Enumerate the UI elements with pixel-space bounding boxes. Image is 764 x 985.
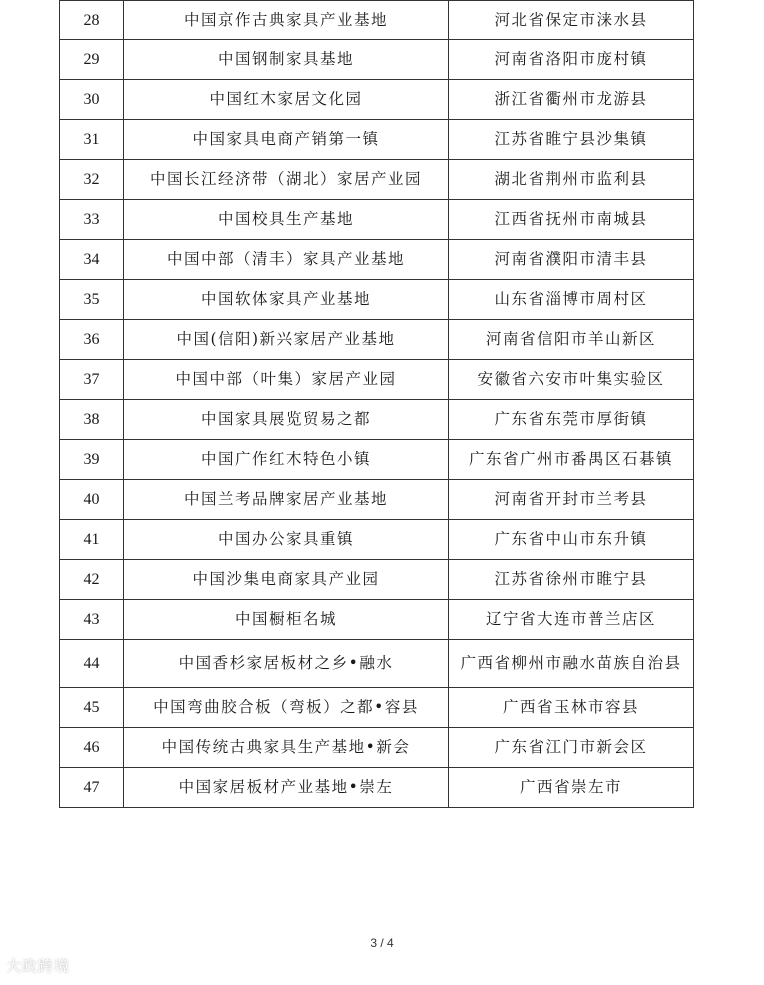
table-row: [60, 160, 694, 200]
base-location: 河南省洛阳市庞村镇: [449, 40, 694, 80]
base-location: 江西省抚州市南城县: [449, 200, 694, 240]
table-row: [60, 280, 694, 320]
row-number: 41: [60, 520, 124, 560]
base-name: 中国长江经济带（湖北）家居产业园: [124, 160, 449, 200]
furniture-base-table: [59, 0, 694, 808]
table-row: [60, 440, 694, 480]
table-row: [60, 688, 694, 728]
base-location: 广西省崇左市: [449, 768, 694, 808]
base-name: 中国红木家居文化园: [124, 80, 449, 120]
base-location: 湖北省荆州市监利县: [449, 160, 694, 200]
base-name: 中国家居板材产业基地•崇左: [124, 768, 449, 808]
row-number: 47: [60, 768, 124, 808]
row-number: 33: [60, 200, 124, 240]
page-number: 3 / 4: [370, 936, 394, 950]
base-name: 中国钢制家具基地: [124, 40, 449, 80]
base-name: 中国软体家具产业基地: [124, 280, 449, 320]
base-name: 中国京作古典家具产业基地: [124, 1, 449, 40]
row-number: 35: [60, 280, 124, 320]
row-number: 32: [60, 160, 124, 200]
base-name: 中国校具生产基地: [124, 200, 449, 240]
base-location: 广西省柳州市融水苗族自治县: [449, 640, 694, 688]
table-row: [60, 40, 694, 80]
row-number: 42: [60, 560, 124, 600]
base-location: 辽宁省大连市普兰店区: [449, 600, 694, 640]
table-row: [60, 520, 694, 560]
row-number: 34: [60, 240, 124, 280]
table-row: [60, 640, 694, 688]
base-name: 中国家具展览贸易之都: [124, 400, 449, 440]
base-location: 广东省江门市新会区: [449, 728, 694, 768]
base-name: 中国广作红木特色小镇: [124, 440, 449, 480]
table-body: [60, 1, 694, 808]
base-name: 中国中部（叶集）家居产业园: [124, 360, 449, 400]
table-row: [60, 560, 694, 600]
row-number: 37: [60, 360, 124, 400]
base-location: 河北省保定市涞水县: [449, 1, 694, 40]
row-number: 39: [60, 440, 124, 480]
table-row: [60, 768, 694, 808]
table-row: [60, 200, 694, 240]
base-location: 广东省中山市东升镇: [449, 520, 694, 560]
row-number: 31: [60, 120, 124, 160]
table-row: [60, 400, 694, 440]
watermark: 大政跨境: [6, 958, 71, 975]
row-number: 29: [60, 40, 124, 80]
base-location: 广西省玉林市容县: [449, 688, 694, 728]
table-row: [60, 320, 694, 360]
base-name: 中国家具电商产销第一镇: [124, 120, 449, 160]
row-number: 36: [60, 320, 124, 360]
base-location: 河南省开封市兰考县: [449, 480, 694, 520]
base-location: 山东省淄博市周村区: [449, 280, 694, 320]
base-location: 江苏省徐州市睢宁县: [449, 560, 694, 600]
table-row: [60, 120, 694, 160]
base-name: 中国中部（清丰）家具产业基地: [124, 240, 449, 280]
base-name: 中国(信阳)新兴家居产业基地: [124, 320, 449, 360]
table-row: [60, 80, 694, 120]
base-location: 河南省信阳市羊山新区: [449, 320, 694, 360]
row-number: 40: [60, 480, 124, 520]
base-name: 中国沙集电商家具产业园: [124, 560, 449, 600]
base-name: 中国传统古典家具生产基地•新会: [124, 728, 449, 768]
table-row: [60, 480, 694, 520]
row-number: 43: [60, 600, 124, 640]
base-name: 中国弯曲胶合板（弯板）之都•容县: [124, 688, 449, 728]
base-location: 浙江省衢州市龙游县: [449, 80, 694, 120]
base-name: 中国兰考品牌家居产业基地: [124, 480, 449, 520]
base-name: 中国橱柜名城: [124, 600, 449, 640]
row-number: 30: [60, 80, 124, 120]
table-row: [60, 1, 694, 40]
base-location: 广东省东莞市厚街镇: [449, 400, 694, 440]
row-number: 45: [60, 688, 124, 728]
base-location: 江苏省睢宁县沙集镇: [449, 120, 694, 160]
table-row: [60, 728, 694, 768]
table-row: [60, 360, 694, 400]
base-name: 中国香杉家居板材之乡•融水: [124, 640, 449, 688]
row-number: 28: [60, 1, 124, 40]
base-location: 安徽省六安市叶集实验区: [449, 360, 694, 400]
table-row: [60, 600, 694, 640]
row-number: 38: [60, 400, 124, 440]
row-number: 46: [60, 728, 124, 768]
base-name: 中国办公家具重镇: [124, 520, 449, 560]
table-row: [60, 240, 694, 280]
base-location: 广东省广州市番禺区石碁镇: [449, 440, 694, 480]
row-number: 44: [60, 640, 124, 688]
base-location: 河南省濮阳市清丰县: [449, 240, 694, 280]
